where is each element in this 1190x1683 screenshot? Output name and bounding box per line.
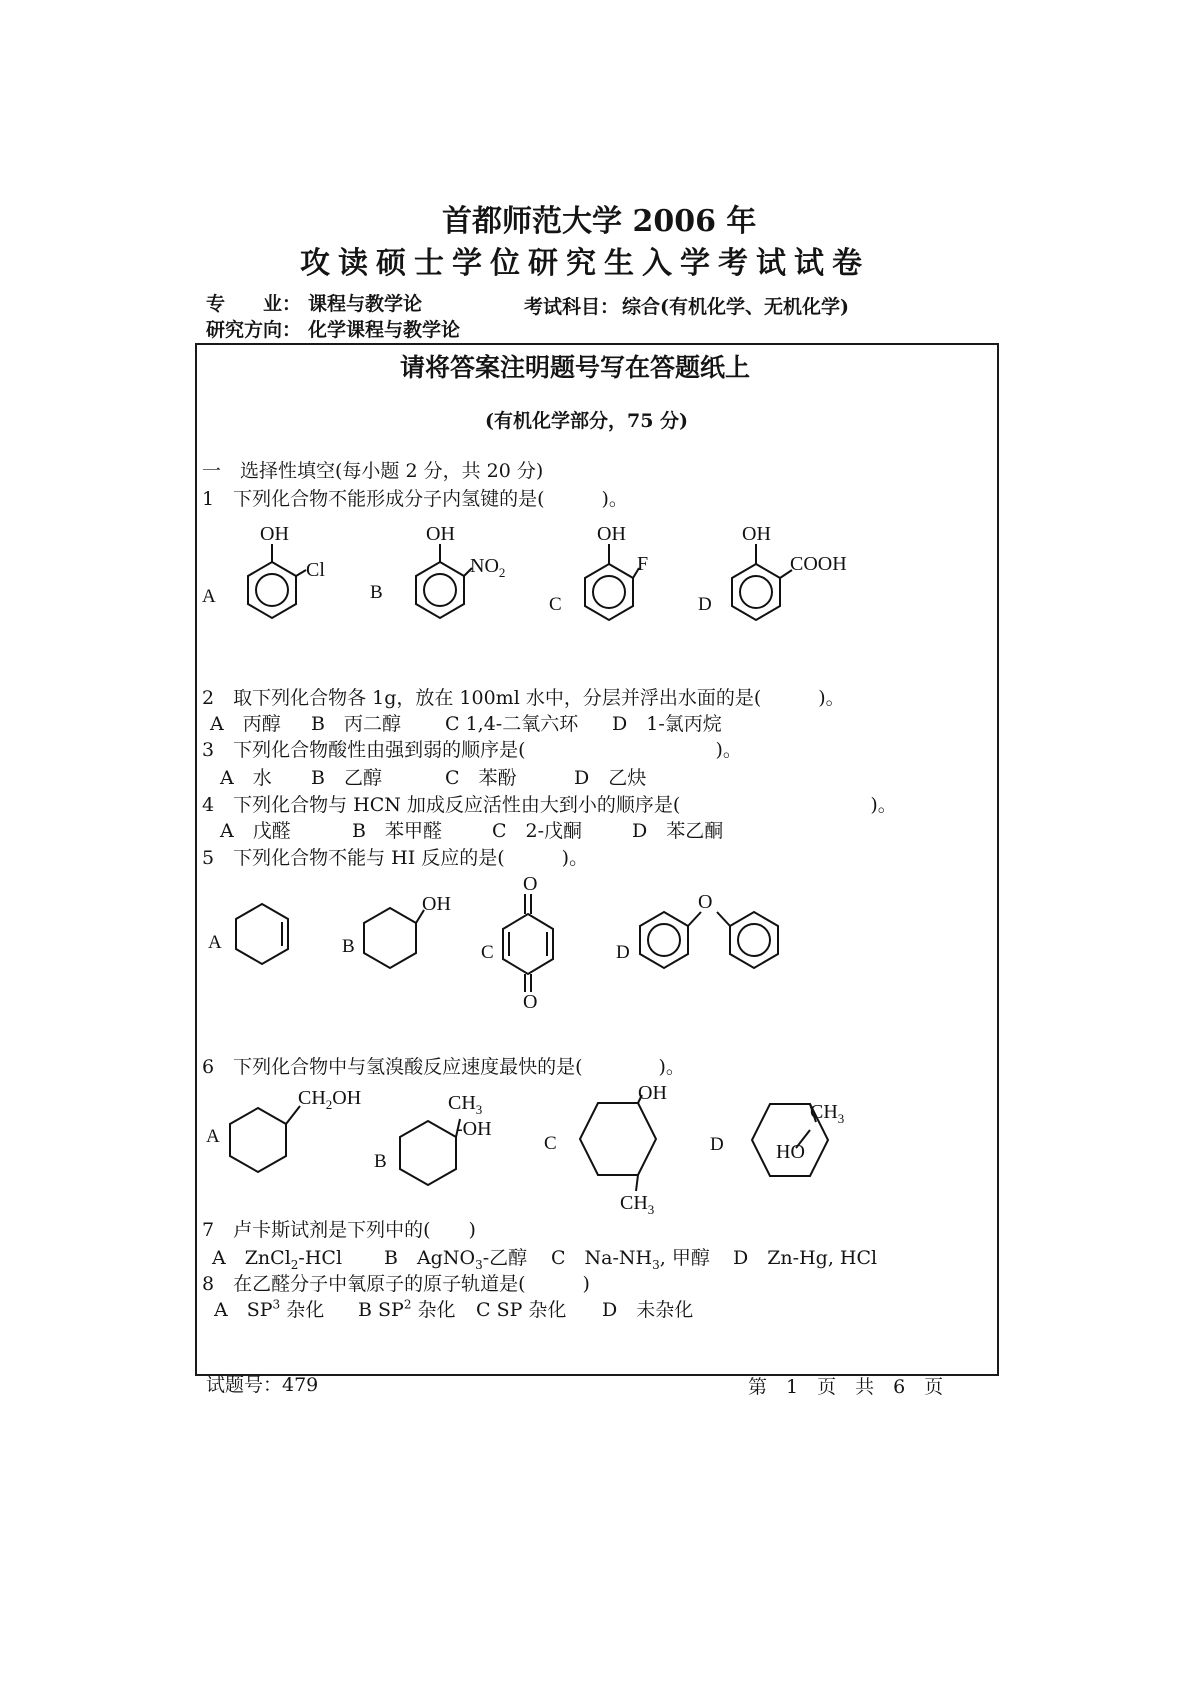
q5-option-b-label: B: [342, 936, 355, 957]
q1-option-a-structure: [200, 520, 350, 640]
q5-option-a-label: A: [208, 932, 222, 953]
q1d-oh-group: OH: [742, 523, 771, 545]
q6b-ch3-group: CH: [448, 1092, 476, 1114]
section-title: 一 选择性填空(每小题 2 分，共 20 分): [202, 460, 544, 482]
subject-label: 考试科目：: [524, 296, 620, 318]
q1a-cl-group: Cl: [306, 559, 325, 581]
q5-option-b-structure: [338, 880, 468, 995]
q6d-ch3-group: CH: [810, 1101, 838, 1123]
q6-option-c-label: C: [544, 1133, 557, 1154]
q1-option-d-structure: [696, 520, 866, 645]
question-5: 5 下列化合物不能与 HI 反应的是( )。: [202, 847, 589, 869]
major-label: 专 业：: [206, 293, 302, 315]
q5-option-c-label: C: [481, 942, 494, 963]
q1-option-b-label: B: [370, 582, 383, 603]
exam-number: 试题号：479: [206, 1374, 319, 1396]
q4-option-d: D 苯乙酮: [632, 820, 724, 842]
q3-option-c: C 苯酚: [445, 767, 517, 789]
q6d-ho-group: HO: [776, 1141, 805, 1163]
q6-option-b-structure: [370, 1085, 530, 1210]
svg-text:CH3: $CH_3$: [620, 1192, 655, 1217]
q1-option-d-label: D: [698, 594, 712, 615]
q1b-no2-group: NO: [470, 555, 499, 577]
q4-option-b: B 苯甲醛: [352, 820, 442, 842]
question-3: 3 下列化合物酸性由强到弱的顺序是( )。: [202, 739, 742, 761]
question-2: 2 取下列化合物各 1g，放在 100ml 水中，分层并浮出水面的是( )。: [202, 687, 845, 709]
q1d-cooh-group: COOH: [790, 553, 847, 575]
q2-option-a: A 丙醇: [210, 713, 281, 735]
q3-option-a: A 水: [220, 767, 272, 789]
q5d-o-bridge: O: [698, 891, 713, 913]
q1c-oh-group: OH: [597, 523, 626, 545]
title-line2: 攻读硕士学位研究生入学考试试卷: [300, 246, 870, 281]
q7-option-c: C $Na-NH_3$, 甲醇: [551, 1247, 710, 1272]
q1-option-c-label: C: [549, 594, 562, 615]
q6-option-b-label: B: [374, 1151, 387, 1172]
q3-option-b: B 乙醇: [311, 767, 382, 789]
q1c-f-group: F: [637, 553, 649, 575]
q6b-oh-group: -OH: [456, 1118, 492, 1140]
q8-option-a: A $SP^3$ 杂化: [214, 1297, 325, 1321]
q6-option-d-label: D: [710, 1134, 724, 1155]
notice: 请将答案注明题号写在答题纸上: [400, 353, 751, 382]
q1a-oh-group: OH: [260, 523, 289, 545]
part-title: (有机化学部分，75 分): [485, 410, 689, 432]
q2-option-c: C 1,4-二氧六环: [445, 713, 579, 735]
question-1: 1 下列化合物不能形成分子内氢键的是( )。: [202, 488, 628, 510]
subject-value: 综合(有机化学、无机化学): [622, 296, 849, 318]
q5c-o-bottom: O: [523, 991, 538, 1013]
q2-option-b: B 丙二醇: [311, 713, 401, 735]
q5-option-d-label: D: [616, 942, 630, 963]
q8-option-b: B $SP^2$ 杂化: [358, 1297, 456, 1321]
svg-text:CH3: $CH_3$: [810, 1101, 845, 1126]
direction-value: 化学课程与教学论: [308, 319, 461, 341]
q1b-oh-group: OH: [426, 523, 455, 545]
q6c-ch3-group: CH: [620, 1192, 648, 1214]
q5-option-d-structure: [612, 880, 812, 990]
q7-option-b: B AgNO$_3$-乙醇: [384, 1247, 528, 1272]
q6-option-d-structure: [706, 1090, 866, 1200]
q7-option-a: A ZnCl$_2$-HCl: [212, 1247, 343, 1272]
q5c-o-top: O: [523, 873, 538, 895]
q8-option-d: D 未杂化: [602, 1299, 694, 1321]
svg-text:CH3: $CH_3$: [448, 1092, 483, 1117]
q3-option-d: D 乙炔: [574, 767, 647, 789]
q6-option-a-label: A: [206, 1126, 220, 1147]
q1-option-c-structure: [545, 520, 685, 645]
q6-option-c-structure: [538, 1082, 688, 1220]
title-line1: 首都师范大学 2006 年: [442, 204, 757, 239]
direction-label: 研究方向：: [206, 319, 302, 341]
q8-option-c: C SP 杂化: [476, 1299, 567, 1321]
q2-option-d: D 1-氯丙烷: [612, 713, 722, 735]
question-6: 6 下列化合物中与氢溴酸反应速度最快的是( )。: [202, 1056, 685, 1078]
q4-option-a: A 戊醛: [220, 820, 291, 842]
q1-option-a-label: A: [202, 586, 216, 607]
major-value: 课程与教学论: [308, 293, 423, 315]
svg-text:CH2OH: $CH_2OH$: [298, 1087, 362, 1112]
q7-option-d: D Zn-Hg, HCl: [733, 1247, 878, 1269]
q5-option-c-structure: [475, 872, 585, 1017]
q6-option-a-structure: [200, 1080, 390, 1195]
question-4: 4 下列化合物与 HCN 加成反应活性由大到小的顺序是( )。: [202, 794, 897, 816]
question-7: 7 卢卡斯试剂是下列中的( ): [202, 1219, 476, 1241]
q6c-oh-group: OH: [638, 1082, 667, 1104]
q6a-ch2oh-group: CH: [298, 1087, 326, 1109]
q4-option-c: C 2-戊酮: [492, 820, 583, 842]
q1-option-b-structure: [368, 520, 528, 640]
q5b-oh-group: OH: [422, 893, 451, 915]
svg-text:NO2: $NO_2$: [470, 555, 506, 580]
q5-option-a-structure: [200, 888, 310, 998]
page-indicator: 第 1 页 共 6 页: [748, 1376, 944, 1398]
question-8: 8 在乙醛分子中氧原子的原子轨道是( ): [202, 1273, 590, 1295]
